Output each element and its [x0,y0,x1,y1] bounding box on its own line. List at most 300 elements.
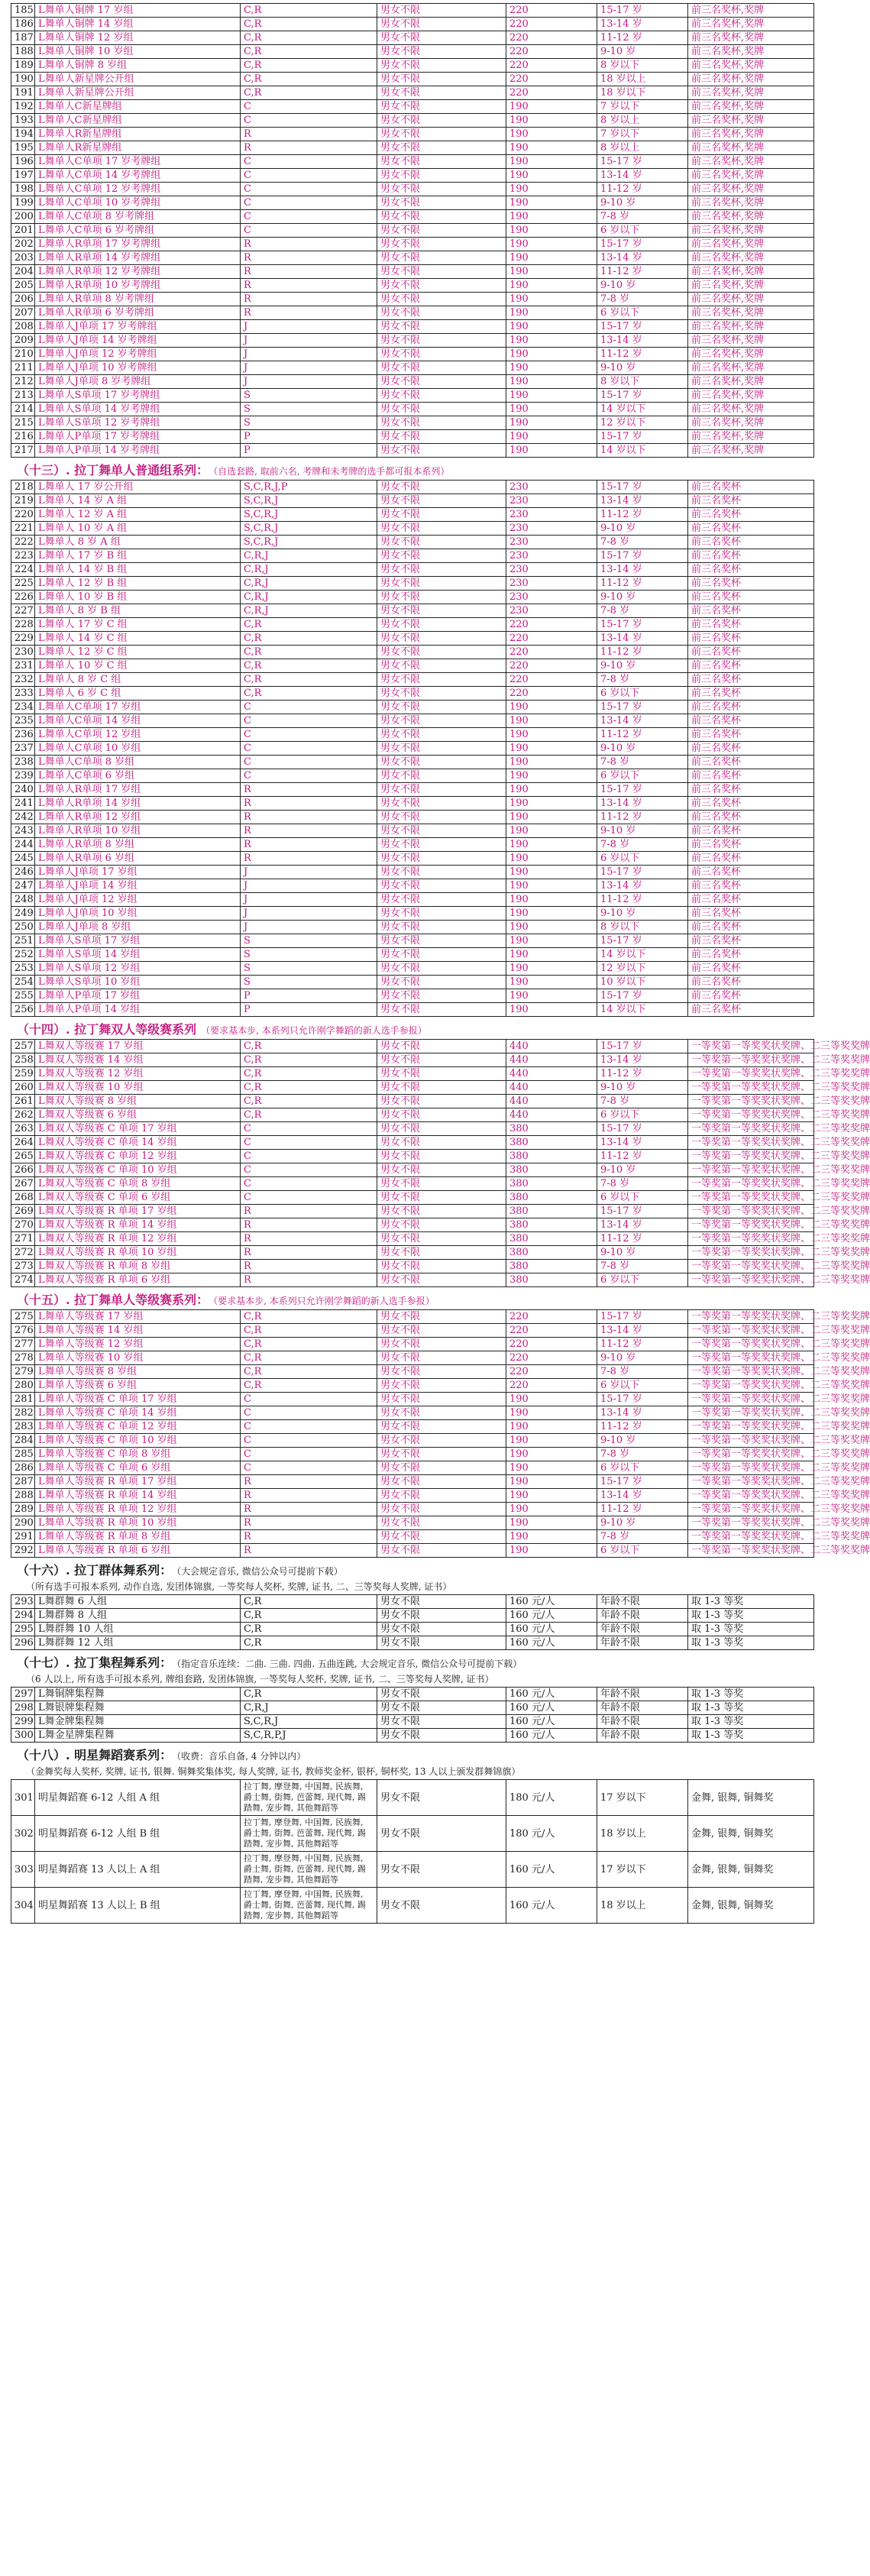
cell-event-name: L舞单人P单项 17 岁组 [35,989,241,1003]
cell-award: 前三名奖杯,奖牌 [688,403,814,416]
cell-award: 一等奖第一等奖奖状奖牌、二三等奖奖牌 [688,1324,814,1338]
table-row [11,701,814,714]
table-row [11,838,814,852]
cell-award: 前三名奖杯 [688,811,814,824]
cell-age-range: 8 岁以上 [597,114,688,128]
table-row [11,797,814,811]
cell-number: 218 [11,481,35,494]
table-row [11,183,814,196]
cell-number: 238 [11,756,35,769]
cell-dances: C,R [241,1636,377,1650]
section-13-rows [11,481,814,1017]
table-row [11,1609,814,1623]
cell-gender: 男女不限 [377,1218,506,1232]
cell-fee: 190 [506,389,597,403]
table-row [11,1150,814,1163]
cell-award: 前三名奖杯 [688,549,814,563]
cell-number: 296 [11,1636,35,1650]
cell-event-name: L舞单人铜牌 10 岁组 [35,45,241,59]
cell-dances: C,R [241,1609,377,1623]
cell-age-range: 9-10 岁 [597,1351,688,1365]
table-row [11,1503,814,1516]
cell-gender: 男女不限 [377,494,506,508]
cell-gender: 男女不限 [377,430,506,444]
cell-age-range: 6 岁以下 [597,1108,688,1122]
cell-number: 209 [11,334,35,348]
table-row [11,1351,814,1365]
cell-dances: P [241,1003,377,1017]
cell-fee: 190 [506,375,597,389]
section-13-table [11,480,814,1017]
cell-fee: 380 [506,1205,597,1218]
cell-age-range: 年龄不限 [597,1701,688,1715]
table-row [11,976,814,989]
cell-fee: 190 [506,852,597,866]
table-row [11,1489,814,1503]
table-row [11,1232,814,1246]
cell-number: 188 [11,45,35,59]
cell-age-range: 11-12 岁 [597,183,688,196]
cell-fee: 190 [506,238,597,251]
table-row [11,494,814,508]
cell-award: 前三名奖杯,奖牌 [688,416,814,430]
cell-fee: 190 [506,279,597,293]
cell-event-name: L舞单人 8 岁 B 组 [35,604,241,618]
cell-gender: 男女不限 [377,1177,506,1191]
table-row [11,1122,814,1136]
cell-award: 前三名奖杯 [688,948,814,962]
table-row [11,1475,814,1489]
cell-fee: 190 [506,403,597,416]
cell-gender: 男女不限 [377,962,506,976]
cell-event-name: L舞单人R单项 12 岁考牌组 [35,265,241,279]
cell-gender: 男女不限 [377,1595,506,1609]
cell-age-range: 7-8 岁 [597,1530,688,1544]
cell-gender: 男女不限 [377,797,506,811]
cell-award: 取 1-3 等奖 [688,1609,814,1623]
table-row [11,73,814,86]
cell-award: 前三名奖杯,奖牌 [688,210,814,224]
cell-award: 一等奖第一等奖奖状奖牌、二三等奖奖牌 [688,1365,814,1379]
table-row [11,1095,814,1108]
cell-age-range: 15-17 岁 [597,481,688,494]
cell-award: 前三名奖杯,奖牌 [688,18,814,31]
cell-fee: 220 [506,1351,597,1365]
cell-number: 270 [11,1218,35,1232]
table-row [11,1379,814,1393]
cell-age-range: 7-8 岁 [597,1095,688,1108]
cell-gender: 男女不限 [377,824,506,838]
cell-event-name: L舞双人等级赛 C 单项 10 岁组 [35,1163,241,1177]
cell-number: 211 [11,361,35,375]
cell-event-name: L舞双人等级赛 C 单项 8 岁组 [35,1177,241,1191]
cell-event-name: L舞单人R单项 12 岁组 [35,811,241,824]
cell-number: 213 [11,389,35,403]
cell-event-name: L舞双人等级赛 17 岁组 [35,1040,241,1053]
cell-event-name: 明星舞蹈赛 6-12 人组 A 组 [35,1780,241,1816]
table-row [11,481,814,494]
cell-dances: J [241,866,377,879]
cell-dances: S,C,R,P,J [241,1729,377,1743]
cell-fee: 220 [506,632,597,646]
cell-age-range: 9-10 岁 [597,361,688,375]
table-row [11,948,814,962]
cell-dances: R [241,1218,377,1232]
cell-age-range: 11-12 岁 [597,348,688,361]
cell-age-range: 9-10 岁 [597,591,688,604]
cell-dances: R [241,1273,377,1287]
cell-dances: C [241,769,377,783]
cell-gender: 男女不限 [377,907,506,921]
cell-event-name: L舞双人等级赛 R 单项 17 岁组 [35,1205,241,1218]
cell-event-name: L舞群舞 10 人组 [35,1623,241,1636]
cell-age-range: 15-17 岁 [597,389,688,403]
cell-fee: 190 [506,838,597,852]
cell-event-name: L舞金星牌集程舞 [35,1729,241,1743]
cell-dances: C,R [241,86,377,100]
cell-award: 前三名奖杯 [688,659,814,673]
cell-number: 268 [11,1191,35,1205]
cell-age-range: 15-17 岁 [597,1040,688,1053]
cell-fee: 230 [506,549,597,563]
table-row [11,169,814,183]
table-row [11,265,814,279]
cell-age-range: 9-10 岁 [597,1163,688,1177]
cell-award: 一等奖第一等奖奖状奖牌、二三等奖奖牌 [688,1081,814,1095]
table-row [11,1434,814,1448]
cell-dances: 拉丁舞, 摩登舞, 中国舞, 民族舞, 爵士舞, 街舞, 芭蕾舞, 现代舞, 踢踏舞, 宠步舞, 其他舞蹈等 [241,1780,377,1816]
cell-dances: C,R [241,687,377,701]
cell-gender: 男女不限 [377,183,506,196]
cell-award: 一等奖第一等奖奖状奖牌、二三等奖奖牌 [688,1273,814,1287]
table-row [11,348,814,361]
cell-number: 245 [11,852,35,866]
cell-number: 225 [11,577,35,591]
cell-gender: 男女不限 [377,1406,506,1420]
table-row [11,1715,814,1729]
cell-age-range: 15-17 岁 [597,1122,688,1136]
cell-fee: 190 [506,183,597,196]
cell-gender: 男女不限 [377,1324,506,1338]
cell-age-range: 11-12 岁 [597,646,688,659]
cell-award: 前三名奖杯,奖牌 [688,430,814,444]
section-18-subnote: （金舞奖每人奖杯, 奖牌, 证书, 银舞. 铜舞奖集体奖, 每人奖牌, 证书, 教师奖金杯, 银杯, 铜杯奖, 13 人以上颁发群舞锦旗） [26,1766,521,1777]
table-row [11,45,814,59]
cell-fee: 220 [506,687,597,701]
cell-award: 前三名奖杯 [688,618,814,632]
cell-dances: C [241,701,377,714]
cell-dances: C,R [241,632,377,646]
cell-fee: 190 [506,1489,597,1503]
table-row [11,1530,814,1544]
cell-award: 前三名奖杯,奖牌 [688,251,814,265]
cell-fee: 190 [506,444,597,458]
cell-event-name: L舞单人等级赛 R 单项 12 岁组 [35,1503,241,1516]
cell-award: 一等奖第一等奖奖状奖牌、二三等奖奖牌 [688,1150,814,1163]
table-row [11,59,814,73]
cell-fee: 190 [506,742,597,756]
cell-award: 一等奖第一等奖奖状奖牌、二三等奖奖牌 [688,1544,814,1558]
table-row [11,114,814,128]
cell-dances: C,R [241,1688,377,1701]
cell-number: 226 [11,591,35,604]
cell-award: 前三名奖杯 [688,701,814,714]
section-17-header [11,1650,814,1672]
cell-fee: 230 [506,494,597,508]
cell-gender: 男女不限 [377,1475,506,1489]
cell-dances: R [241,293,377,306]
cell-number: 207 [11,306,35,320]
cell-age-range: 8 岁以下 [597,921,688,934]
cell-dances: C,R [241,1379,377,1393]
cell-fee: 190 [506,416,597,430]
cell-dances: 拉丁舞, 摩登舞, 中国舞, 民族舞, 爵士舞, 街舞, 芭蕾舞, 现代舞, 踢踏舞, 宠步舞, 其他舞蹈等 [241,1852,377,1888]
cell-number: 204 [11,265,35,279]
cell-number: 266 [11,1163,35,1177]
cell-age-range: 15-17 岁 [597,866,688,879]
table-row [11,879,814,893]
cell-fee: 190 [506,361,597,375]
section-18-title: （十八）. 明星舞蹈赛系列： [17,1748,173,1762]
cell-award: 金舞, 银舞, 铜舞奖 [688,1816,814,1852]
cell-age-range: 14 岁以下 [597,1003,688,1017]
cell-event-name: L舞单人C单项 8 岁考牌组 [35,210,241,224]
cell-age-range: 7 岁以下 [597,128,688,141]
cell-fee: 190 [506,1406,597,1420]
section-15-header [11,1287,814,1309]
cell-dances: C,R,J [241,604,377,618]
table-row [11,1053,814,1067]
cell-event-name: 明星舞蹈赛 13 人以上 B 组 [35,1888,241,1924]
cell-dances: S,C,R,J [241,508,377,522]
cell-fee: 230 [506,522,597,536]
cell-fee: 190 [506,976,597,989]
cell-gender: 男女不限 [377,210,506,224]
cell-award: 前三名奖杯,奖牌 [688,279,814,293]
table-row [11,334,814,348]
cell-event-name: L舞单人等级赛 C 单项 17 岁组 [35,1393,241,1406]
cell-event-name: L舞单人等级赛 12 岁组 [35,1338,241,1351]
cell-award: 前三名奖杯 [688,756,814,769]
cell-fee: 160 元/人 [506,1595,597,1609]
cell-fee: 190 [506,1003,597,1017]
table-row [11,646,814,659]
cell-event-name: L舞单人C单项 6 岁考牌组 [35,224,241,238]
cell-fee: 220 [506,31,597,45]
cell-event-name: L舞单人R单项 10 岁组 [35,824,241,838]
cell-number: 251 [11,934,35,948]
block-a-table [11,3,814,458]
cell-number: 252 [11,948,35,962]
table-row [11,714,814,728]
cell-event-name: L舞单人R单项 8 岁组 [35,838,241,852]
cell-age-range: 13-14 岁 [597,879,688,893]
cell-gender: 男女不限 [377,728,506,742]
cell-fee: 180 元/人 [506,1816,597,1852]
cell-event-name: L舞单人等级赛 R 单项 8 岁组 [35,1530,241,1544]
cell-event-name: L舞单人R单项 17 岁考牌组 [35,238,241,251]
cell-age-range: 6 岁以下 [597,224,688,238]
cell-award: 前三名奖杯,奖牌 [688,361,814,375]
table-row [11,1544,814,1558]
cell-number: 293 [11,1595,35,1609]
cell-gender: 男女不限 [377,838,506,852]
cell-award: 前三名奖杯,奖牌 [688,238,814,251]
cell-dances: C [241,196,377,210]
cell-fee: 440 [506,1081,597,1095]
cell-event-name: L舞单人等级赛 C 单项 8 岁组 [35,1448,241,1461]
cell-award: 前三名奖杯 [688,783,814,797]
cell-age-range: 13-14 岁 [597,1406,688,1420]
cell-gender: 男女不限 [377,444,506,458]
cell-age-range: 年龄不限 [597,1623,688,1636]
cell-gender: 男女不限 [377,1623,506,1636]
cell-fee: 190 [506,866,597,879]
cell-number: 291 [11,1530,35,1544]
cell-event-name: L舞单人S单项 14 岁考牌组 [35,403,241,416]
cell-award: 前三名奖杯 [688,646,814,659]
cell-number: 295 [11,1623,35,1636]
table-row [11,1108,814,1122]
cell-award: 一等奖第一等奖奖状奖牌、二三等奖奖牌 [688,1122,814,1136]
cell-dances: S [241,416,377,430]
cell-number: 257 [11,1040,35,1053]
cell-award: 前三名奖杯,奖牌 [688,348,814,361]
cell-fee: 230 [506,536,597,549]
cell-dances: P [241,989,377,1003]
table-row [11,18,814,31]
cell-fee: 160 元/人 [506,1888,597,1924]
cell-dances: C [241,756,377,769]
cell-age-range: 9-10 岁 [597,196,688,210]
cell-fee: 220 [506,59,597,73]
cell-gender: 男女不限 [377,1067,506,1081]
cell-event-name: L舞单人R单项 14 岁考牌组 [35,251,241,265]
cell-gender: 男女不限 [377,4,506,18]
cell-event-name: L舞单人等级赛 10 岁组 [35,1351,241,1365]
cell-fee: 160 元/人 [506,1636,597,1650]
cell-gender: 男女不限 [377,1729,506,1743]
cell-fee: 380 [506,1177,597,1191]
cell-age-range: 10 岁以下 [597,976,688,989]
cell-number: 269 [11,1205,35,1218]
cell-dances: 拉丁舞, 摩登舞, 中国舞, 民族舞, 爵士舞, 街舞, 芭蕾舞, 现代舞, 踢踏舞, 宠步舞, 其他舞蹈等 [241,1816,377,1852]
cell-number: 219 [11,494,35,508]
cell-dances: S,C,R,J [241,522,377,536]
cell-age-range: 14 岁以下 [597,444,688,458]
cell-age-range: 7-8 岁 [597,838,688,852]
cell-award: 前三名奖杯 [688,577,814,591]
table-row [11,769,814,783]
cell-number: 278 [11,1351,35,1365]
table-row [11,1310,814,1324]
cell-fee: 190 [506,1516,597,1530]
cell-fee: 160 元/人 [506,1729,597,1743]
cell-dances: C,R [241,59,377,73]
table-row [11,100,814,114]
cell-number: 200 [11,210,35,224]
cell-dances: C,R [241,31,377,45]
cell-fee: 220 [506,1338,597,1351]
cell-age-range: 15-17 岁 [597,238,688,251]
cell-fee: 190 [506,128,597,141]
cell-number: 199 [11,196,35,210]
cell-event-name: L舞单人铜牌 12 岁组 [35,31,241,45]
cell-award: 前三名奖杯,奖牌 [688,100,814,114]
cell-gender: 男女不限 [377,251,506,265]
cell-gender: 男女不限 [377,811,506,824]
cell-fee: 220 [506,45,597,59]
cell-number: 220 [11,508,35,522]
cell-dances: C,R [241,1595,377,1609]
cell-gender: 男女不限 [377,1852,506,1888]
cell-gender: 男女不限 [377,522,506,536]
section-18-table [11,1779,814,1924]
cell-age-range: 8 岁以上 [597,141,688,155]
cell-age-range: 17 岁以下 [597,1852,688,1888]
cell-award: 前三名奖杯 [688,632,814,646]
cell-award: 前三名奖杯 [688,1003,814,1017]
cell-gender: 男女不限 [377,1351,506,1365]
cell-event-name: L舞单人R单项 14 岁组 [35,797,241,811]
cell-dances: R [241,238,377,251]
cell-dances: S,C,R,J [241,536,377,549]
cell-fee: 190 [506,907,597,921]
cell-event-name: L舞双人等级赛 6 岁组 [35,1108,241,1122]
cell-number: 190 [11,73,35,86]
cell-number: 277 [11,1338,35,1351]
cell-event-name: L舞单人 17 岁 B 组 [35,549,241,563]
table-row [11,320,814,334]
cell-event-name: L舞单人J单项 14 岁组 [35,879,241,893]
cell-event-name: L舞单人铜牌 14 岁组 [35,18,241,31]
cell-number: 214 [11,403,35,416]
cell-award: 取 1-3 等奖 [688,1729,814,1743]
table-row [11,1324,814,1338]
cell-fee: 230 [506,577,597,591]
section-15-title: （十五）. 拉丁舞单人等级赛系列： [17,1293,209,1307]
cell-number: 290 [11,1516,35,1530]
cell-fee: 190 [506,114,597,128]
section-16-rows [11,1595,814,1650]
cell-fee: 190 [506,169,597,183]
section-15-table [11,1309,870,1558]
cell-gender: 男女不限 [377,1040,506,1053]
cell-event-name: L舞单人R单项 6 岁组 [35,852,241,866]
cell-fee: 230 [506,481,597,494]
table-row [11,430,814,444]
cell-award: 前三名奖杯 [688,714,814,728]
cell-dances: C,R [241,646,377,659]
cell-age-range: 6 岁以下 [597,1461,688,1475]
cell-event-name: L舞金牌集程舞 [35,1715,241,1729]
cell-fee: 190 [506,265,597,279]
table-row [11,251,814,265]
cell-dances: R [241,279,377,293]
table-row [11,1177,814,1191]
cell-event-name: L舞单人新星牌公开组 [35,73,241,86]
cell-dances: R [241,824,377,838]
cell-fee: 190 [506,948,597,962]
cell-gender: 男女不限 [377,948,506,962]
cell-award: 一等奖第一等奖奖状奖牌、二三等奖奖牌 [688,1516,814,1530]
section-18-note: （收费：音乐自备, 4 分钟以内） [176,1751,306,1762]
cell-fee: 220 [506,659,597,673]
section-13-note: （自选套路, 取前六名, 考牌和未考牌的选手都可报本系列） [213,466,450,477]
table-row [11,224,814,238]
cell-event-name: L舞单人 10 岁 C 组 [35,659,241,673]
cell-event-name: L舞单人R单项 10 岁考牌组 [35,279,241,293]
